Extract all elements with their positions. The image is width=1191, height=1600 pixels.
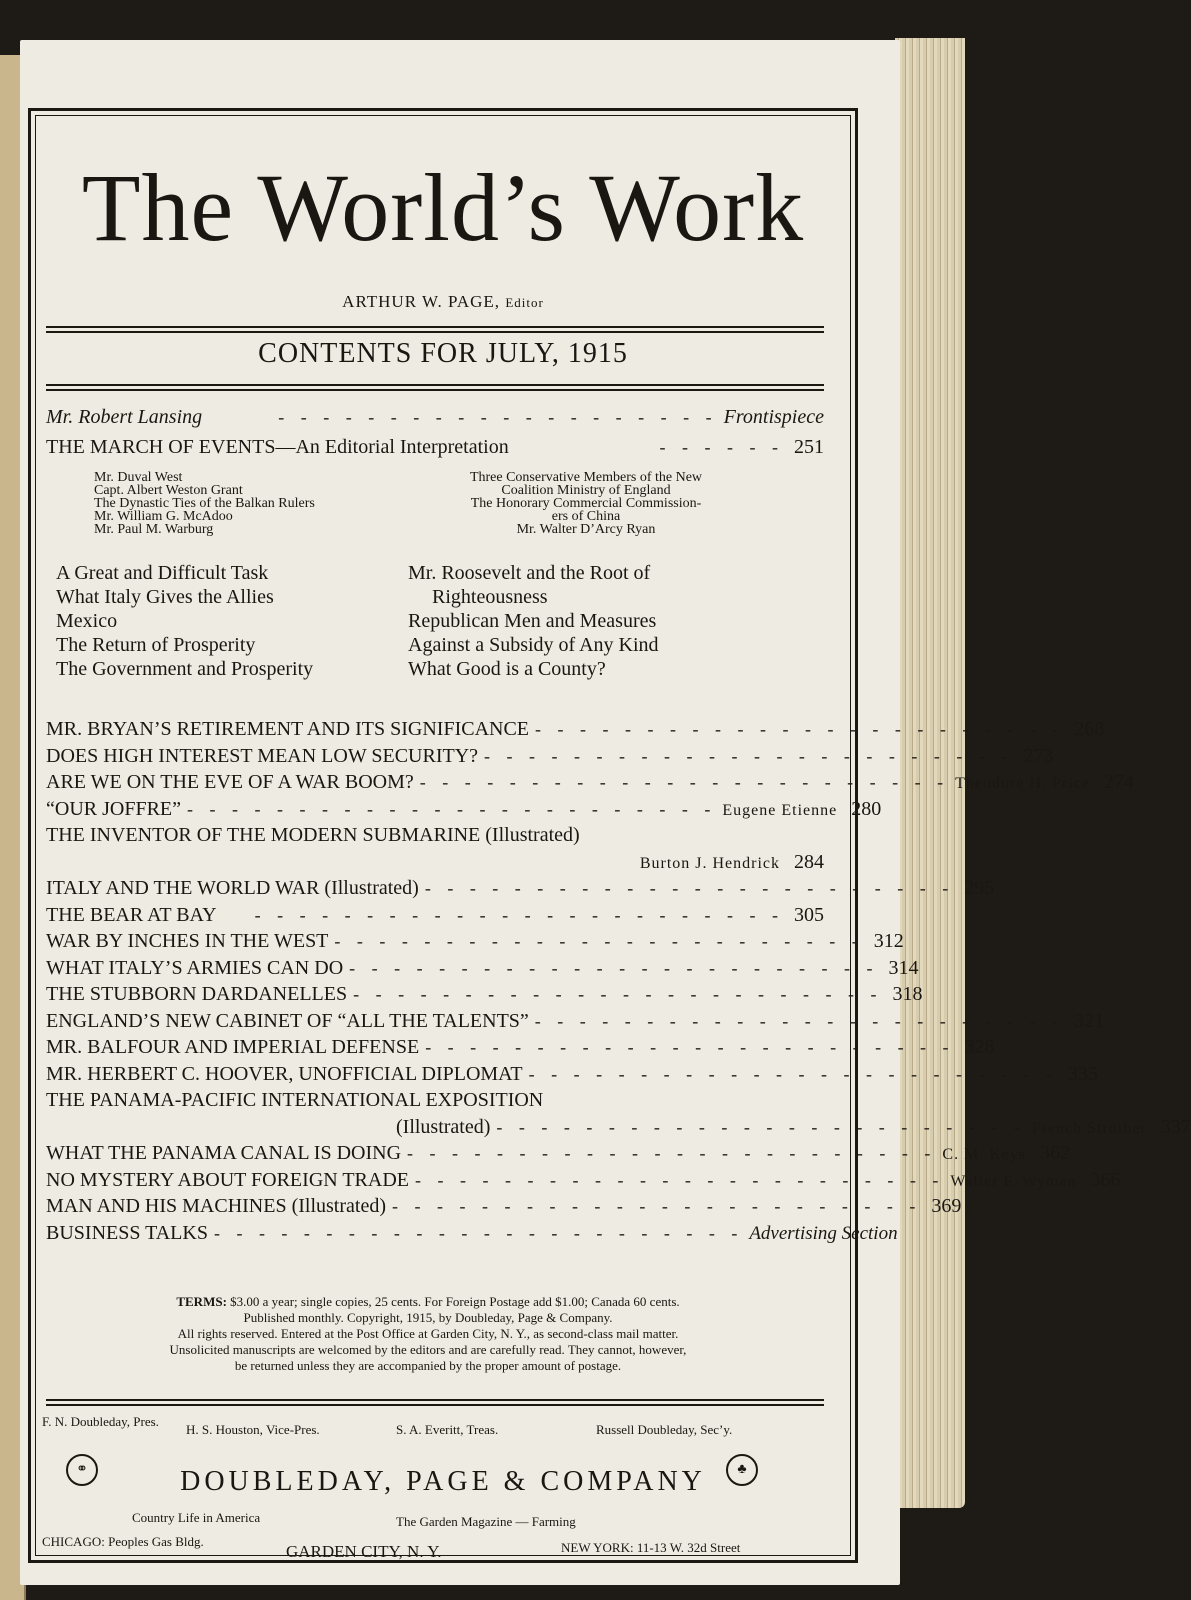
leader-dots: - - - - - - - - - - - - - - - - - - - - - - - - bbox=[424, 878, 955, 898]
article-row bbox=[46, 744, 1054, 768]
article-page: 268 bbox=[1074, 718, 1105, 740]
terms-label: TERMS: bbox=[176, 1294, 227, 1309]
location-new-york: NEW YORK: 11-13 W. 32d Street bbox=[561, 1540, 741, 1555]
magazine-title: The World’s Work bbox=[81, 154, 805, 261]
editorial-item: Mr. Roosevelt and the Root of bbox=[408, 562, 651, 584]
article-row bbox=[46, 1142, 1071, 1165]
article-page: 312 bbox=[873, 930, 904, 952]
editorial-item: What Good is a County? bbox=[408, 658, 606, 680]
article-page: 321 bbox=[1074, 1009, 1105, 1032]
editorial-item: Against a Subsidy of Any Kind bbox=[408, 634, 659, 656]
leader-dots: - - - - - - - - - - - - - - - - - - - - - - - - bbox=[353, 984, 883, 1004]
leader-dots: - - - - - - - - - - - - - - - - - - - - - - - - bbox=[419, 772, 950, 792]
leader-dots: - - - - - - - - - - - - - - - - - - - - - - - - bbox=[213, 1222, 744, 1243]
article-row bbox=[46, 1115, 1191, 1139]
location-chicago: CHICAGO: Peoples Gas Bldg. bbox=[42, 1534, 204, 1549]
leader-dots: - - - - - - - - - - - - - - - - - - - - - - - - bbox=[535, 719, 1065, 739]
article-title: THE INVENTOR OF THE MODERN SUBMARINE (Illustrated) bbox=[46, 824, 580, 846]
leader-dots: - - - - - - - - - - - - - - - - - - - - - - - - bbox=[415, 1169, 945, 1190]
terms-line: All rights reserved. Entered at the Post Office at Garden City, N. Y., as second-class mail matter. bbox=[177, 1326, 679, 1341]
article-title: NO MYSTERY ABOUT FOREIGN TRADE bbox=[46, 1168, 409, 1191]
officer-treasurer: S. A. Everitt, Treas. bbox=[396, 1422, 499, 1437]
article-title: WHAT THE PANAMA CANAL IS DOING bbox=[46, 1142, 402, 1164]
article-page: 284 bbox=[794, 850, 825, 873]
article-title: ITALY AND THE WORLD WAR (Illustrated) bbox=[46, 877, 419, 899]
portrait-item: Three Conservative Members of the New bbox=[469, 470, 703, 485]
article-page: 369 bbox=[931, 1195, 962, 1217]
double-rule-bottom bbox=[46, 384, 824, 391]
article-title: THE BEAR AT BAY bbox=[46, 903, 217, 926]
article-row bbox=[46, 877, 995, 900]
double-rule-top bbox=[46, 326, 824, 333]
magazine-garden: The Garden Magazine — Farming bbox=[396, 1514, 576, 1529]
article-title: MR. BRYAN’S RETIREMENT AND ITS SIGNIFICANCE bbox=[46, 718, 530, 740]
editor-role: Editor bbox=[505, 295, 544, 310]
article-author: Burton J. Hendrick bbox=[639, 854, 781, 872]
editorial-item: What Italy Gives the Allies bbox=[56, 586, 274, 608]
article-title: ARE WE ON THE EVE OF A WAR BOOM? bbox=[46, 771, 414, 793]
article-title: WAR BY INCHES IN THE WEST bbox=[46, 930, 329, 952]
portraits-right-list bbox=[431, 471, 741, 536]
article-page: Advertising Section bbox=[749, 1222, 898, 1244]
article-title: MR. BALFOUR AND IMPERIAL DEFENSE bbox=[46, 1036, 420, 1058]
magazine-page bbox=[20, 40, 1191, 1585]
tree-logo-icon: ♣ bbox=[726, 1454, 758, 1486]
portraits-left-list bbox=[94, 471, 315, 536]
portrait-item: Mr. Paul M. Warburg bbox=[94, 522, 214, 537]
article-row bbox=[46, 1089, 824, 1112]
terms-line: Published monthly. Copyright, 1915, by Doubleday, Page & Company. bbox=[243, 1310, 613, 1325]
article-author: C. M. Keys bbox=[942, 1146, 1027, 1163]
portrait-item: Mr. Duval West bbox=[94, 470, 183, 485]
article-title: ENGLAND’S NEW CABINET OF “ALL THE TALENTS” bbox=[46, 1009, 529, 1032]
march-of-events-title: THE MARCH OF EVENTS—An Editorial Interpretation bbox=[46, 436, 509, 458]
leader-dots: - - - - - - - - - - - - - - - - - - - - - - - - bbox=[254, 904, 784, 925]
portrait-item: Mr. William G. McAdoo bbox=[94, 509, 233, 524]
article-row bbox=[46, 718, 1105, 741]
terms-line: be returned unless they are accompanied by the proper amount of postage. bbox=[234, 1358, 622, 1373]
article-title: (Illustrated) bbox=[396, 1115, 491, 1138]
article-title: THE STUBBORN DARDANELLES bbox=[46, 983, 348, 1005]
contents-heading: CONTENTS FOR JULY, 1915 bbox=[258, 338, 628, 369]
article-page: 280 bbox=[851, 797, 882, 820]
article-page: 337 bbox=[1160, 1115, 1191, 1138]
page-frame bbox=[28, 108, 1191, 1563]
march-of-events-page: 251 bbox=[794, 436, 824, 458]
officer-vice-president: H. S. Houston, Vice-Pres. bbox=[186, 1422, 320, 1437]
article-row bbox=[46, 797, 882, 821]
inner-frame bbox=[35, 115, 1191, 1561]
march-of-events-row bbox=[46, 436, 824, 459]
editor-name: ARTHUR W. PAGE, bbox=[342, 292, 501, 311]
article-title: MR. HERBERT C. HOOVER, UNOFFICIAL DIPLOMAT bbox=[46, 1062, 523, 1085]
article-row bbox=[46, 930, 904, 953]
article-author: Theodore H. Price bbox=[955, 775, 1090, 792]
portrait-item: Capt. Albert Weston Grant bbox=[94, 483, 243, 498]
portrait-item: Mr. Walter D’Arcy Ryan bbox=[516, 522, 656, 537]
portrait-item: Coalition Ministry of England bbox=[501, 483, 671, 498]
portrait-item: The Dynastic Ties of the Balkan Rulers bbox=[94, 496, 315, 511]
editorial-item: The Government and Prosperity bbox=[56, 658, 314, 680]
article-author: Walter F. Wyman bbox=[950, 1172, 1077, 1190]
article-page: 362 bbox=[1040, 1142, 1071, 1164]
leader-dots: - - - - - - - - - - - - - - - - - - - - bbox=[278, 407, 718, 427]
article-row bbox=[46, 983, 923, 1006]
article-row bbox=[46, 771, 1134, 794]
article-title: THE PANAMA-PACIFIC INTERNATIONAL EXPOSITION bbox=[46, 1089, 544, 1111]
article-row bbox=[46, 1221, 898, 1245]
article-title: BUSINESS TALKS bbox=[46, 1221, 208, 1244]
leader-dots: - - - - - - bbox=[659, 437, 784, 457]
terms-block bbox=[66, 1294, 790, 1374]
article-page: 295 bbox=[964, 877, 995, 899]
article-row bbox=[46, 824, 824, 847]
publisher-name: DOUBLEDAY, PAGE & COMPANY bbox=[180, 1466, 706, 1497]
article-page: 335 bbox=[1067, 1062, 1098, 1085]
leader-dots: - - - - - - - - - - - - - - - - - - - - - - - - bbox=[425, 1037, 955, 1057]
leader-dots: - - - - - - - - - - - - - - - - - - - - - - - - bbox=[484, 745, 1014, 766]
article-page: 318 bbox=[892, 983, 923, 1005]
article-page: 274 bbox=[1103, 771, 1134, 793]
officer-secretary: Russell Doubleday, Sec’y. bbox=[596, 1422, 733, 1437]
leader-dots: - - - - - - - - - - - - - - - - - - - - - - - - bbox=[534, 1010, 1065, 1031]
globe-logo-icon: ⚭ bbox=[66, 1454, 98, 1486]
article-row bbox=[46, 1062, 1098, 1086]
article-row bbox=[46, 1009, 1105, 1033]
editorial-item: A Great and Difficult Task bbox=[56, 562, 269, 584]
article-row bbox=[46, 1195, 962, 1218]
leader-dots: - - - - - - - - - - - - - - - - - - - - - - - - bbox=[407, 1143, 937, 1163]
article-title: “OUR JOFFRE” bbox=[46, 797, 182, 820]
editorial-item: Righteousness bbox=[432, 586, 548, 608]
frontispiece-label: Frontispiece bbox=[723, 406, 824, 428]
editorial-item: Republican Men and Measures bbox=[408, 610, 657, 632]
article-page: 305 bbox=[794, 903, 824, 926]
editor-line bbox=[36, 292, 850, 312]
portrait-item: ers of China bbox=[551, 509, 621, 524]
terms-line: $3.00 a year; single copies, 25 cents. For Foreign Postage add $1.00; Canada 60 cents. bbox=[230, 1294, 680, 1309]
article-row bbox=[46, 1036, 995, 1059]
editorials-right-list bbox=[408, 561, 659, 681]
editorial-item: The Return of Prosperity bbox=[56, 634, 256, 656]
magazine-country-life: Country Life in America bbox=[132, 1510, 261, 1525]
article-author: Eugene Etienne bbox=[722, 801, 838, 819]
article-page: 328 bbox=[964, 1036, 995, 1058]
leader-dots: - - - - - - - - - - - - - - - - - - - - - - - - bbox=[349, 957, 879, 978]
leader-dots: - - - - - - - - - - - - - - - - - - - - - - - - bbox=[528, 1063, 1058, 1084]
leader-dots: - - - - - - - - - - - - - - - - - - - - - - - - bbox=[334, 931, 864, 951]
portrait-item: The Honorary Commercial Commission- bbox=[470, 496, 702, 511]
article-title: MAN AND HIS MACHINES (Illustrated) bbox=[46, 1195, 386, 1217]
editorials-left-list bbox=[56, 561, 313, 681]
article-row bbox=[46, 904, 824, 927]
article-page: 366 bbox=[1090, 1168, 1121, 1191]
frontispiece-title: Mr. Robert Lansing bbox=[46, 406, 203, 428]
article-row bbox=[46, 956, 919, 980]
article-row bbox=[46, 1168, 1121, 1192]
location-garden-city: GARDEN CITY, N. Y. bbox=[286, 1542, 442, 1561]
article-page: 273 bbox=[1023, 744, 1054, 767]
leader-dots: - - - - - - - - - - - - - - - - - - - - - - - - bbox=[187, 798, 717, 819]
article-author: French Strother bbox=[1031, 1119, 1147, 1137]
article-title: DOES HIGH INTEREST MEAN LOW SECURITY? bbox=[46, 744, 479, 767]
frontispiece-row bbox=[46, 406, 824, 429]
article-title: WHAT ITALY’S ARMIES CAN DO bbox=[46, 956, 344, 979]
article-page: 314 bbox=[888, 956, 919, 979]
officer-president: F. N. Doubleday, Pres. bbox=[42, 1414, 159, 1429]
terms-line: Unsolicited manuscripts are welcomed by the editors and are carefully read. They cannot, however, bbox=[169, 1342, 687, 1357]
double-rule-footer bbox=[46, 1399, 824, 1406]
leader-dots: - - - - - - - - - - - - - - - - - - - - - - - - bbox=[391, 1196, 922, 1216]
leader-dots: - - - - - - - - - - - - - - - - - - - - - - - - bbox=[496, 1116, 1026, 1137]
article-row bbox=[46, 851, 824, 874]
editorial-item: Mexico bbox=[56, 610, 118, 632]
